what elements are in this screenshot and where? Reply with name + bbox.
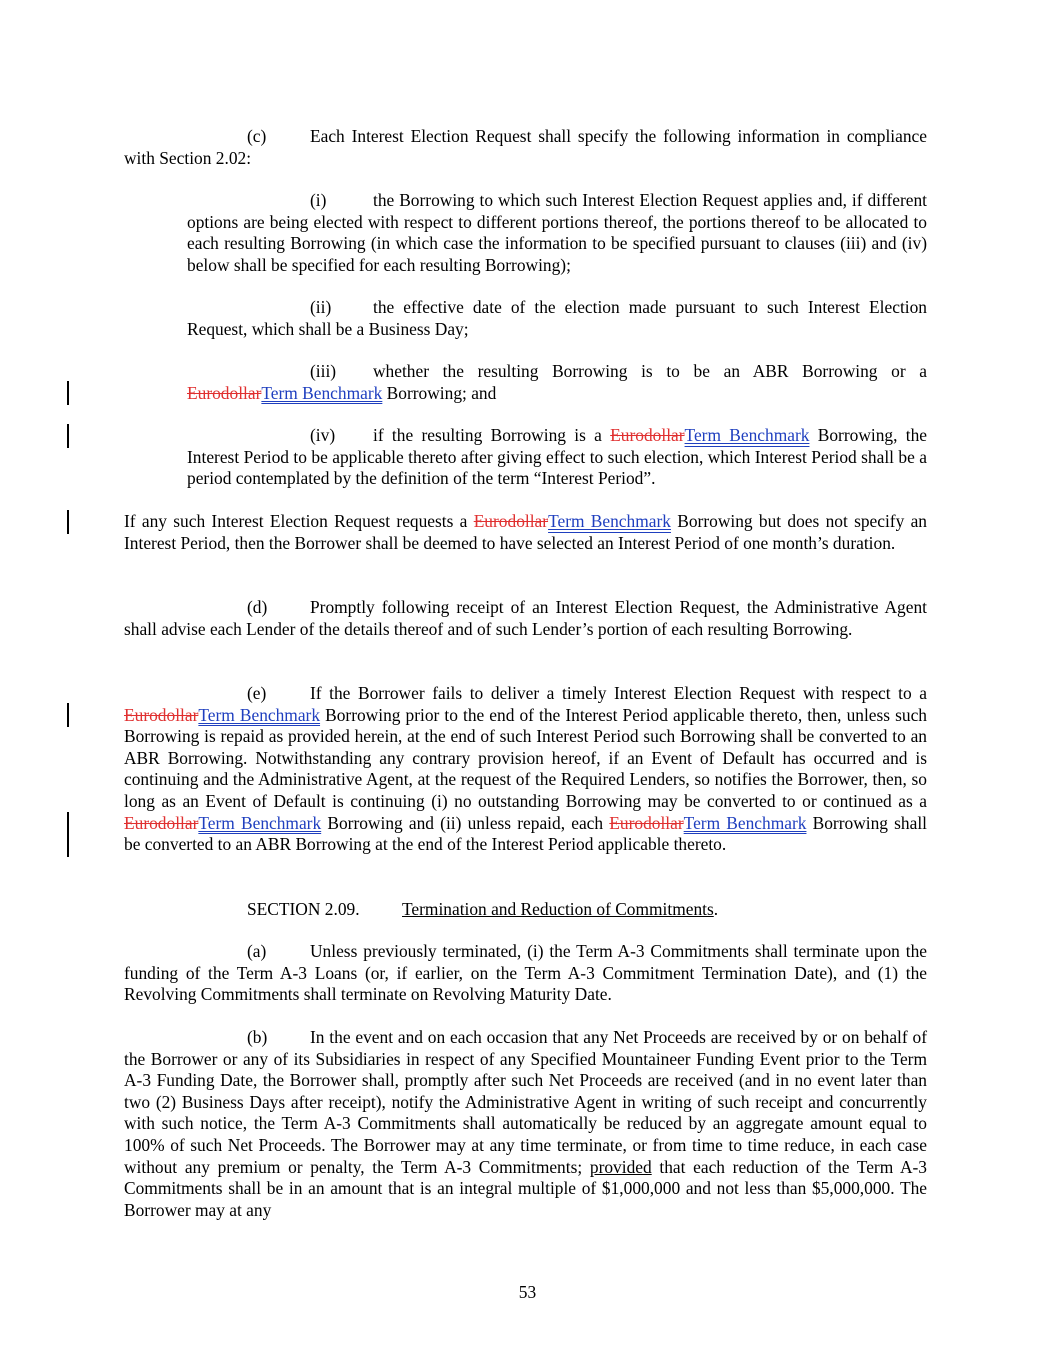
page-number: 53 <box>518 1282 537 1302</box>
clause-text: Borrowing; and <box>382 382 497 403</box>
inserted-text: Term Benchmark <box>198 704 321 725</box>
paragraph-text: Borrowing shall be converted to an ABR Borrowing at the end of the Interest Period applicable thereto. <box>124 812 928 855</box>
change-bar <box>67 510 69 534</box>
clause-iv <box>187 425 927 490</box>
paragraph-c <box>124 126 927 169</box>
section-number: SECTION 2.09. <box>247 899 360 919</box>
section-heading <box>124 899 927 921</box>
clause-ii <box>187 297 927 340</box>
clause-label: (i) <box>310 190 327 210</box>
change-bar <box>67 703 69 727</box>
paragraph-b <box>124 1027 927 1221</box>
clause-text: the effective date of the election made pursuant to such Interest Election Request, which shall be a Business Day; <box>187 297 927 339</box>
inserted-text: Term Benchmark <box>548 511 671 531</box>
paragraph-text: If the Borrower fails to deliver a timely Interest Election Request with respect to a <box>310 683 927 703</box>
clause-label: (iv) <box>310 425 336 445</box>
deleted-text: Eurodollar <box>124 704 199 725</box>
clause-label: (ii) <box>310 297 332 317</box>
paragraph-label: (c) <box>247 126 267 146</box>
paragraph-if-any <box>124 511 927 554</box>
paragraph-text: Each Interest Election Request shall specify the following information in compliance with Section 2.02: <box>124 126 927 168</box>
inserted-text: Term Benchmark <box>683 812 807 833</box>
change-bar <box>67 812 69 857</box>
paragraph-text: Borrowing and (ii) unless repaid, each <box>321 812 610 833</box>
change-bar <box>67 424 69 448</box>
change-bar <box>67 381 69 405</box>
paragraph-text: Borrowing but does not specify an Interest Period, then the Borrower shall be deemed to have selected an Interest Period of one month’s duration. <box>124 511 927 553</box>
deleted-text: Eurodollar <box>610 425 685 445</box>
clause-text: whether the resulting Borrowing is to be an ABR Borrowing or a <box>373 361 927 381</box>
deleted-text: Eurodollar <box>124 812 199 833</box>
clause-text: Borrowing, the Interest Period to be applicable thereto after giving effect to such election, which Interest Period shall be a period contemplated by the definition of the term “Interest Period”. <box>187 425 927 489</box>
paragraph-label: (b) <box>247 1027 268 1047</box>
paragraph-text: Borrowing prior to the end of the Interest Period applicable thereto, then, unless such Borrowing is repaid as provided herein, at the end of such Interest Period such Borrowing shall be converted to an ABR Borrowing. Notwithstanding any contrary provision hereof, if an Event of Default has occurred and is continuing and the Administrative Agent, at the request of the Required Lenders, so notifies the Borrower, then, so long as an Event of Default is continuing (i) no outstanding Borrowing may be converted to or continued as a <box>124 704 928 811</box>
deleted-text: Eurodollar <box>609 812 684 833</box>
clause-iii <box>187 361 927 404</box>
inserted-text: Term Benchmark <box>198 812 322 833</box>
paragraph-text: Unless previously terminated, (i) the Term A-3 Commitments shall terminate upon the funding of the Term A-3 Loans (or, if earlier, on the Term A-3 Commitment Termination Date), and (1) the Revolving Commitments shall terminate on Revolving Maturity Date. <box>124 941 927 1005</box>
paragraph-text: Promptly following receipt of an Interest Election Request, the Administrative Agent shall advise each Lender of the details thereof and of such Lender’s portion of each resulting Borrowing. <box>124 597 927 639</box>
clause-text: the Borrowing to which such Interest Election Request applies and, if different options are being elected with respect to different portions thereof, the portions thereof to be allocated to each resulting Borrowing (in which case the information to be specified pursuant to clauses (iii) and (iv) below shall be specified for each resulting Borrowing); <box>187 190 927 275</box>
paragraph-e <box>124 683 927 856</box>
paragraph-d <box>124 597 927 640</box>
paragraph-text: In the event and on each occasion that any Net Proceeds are received by or on behalf of the Borrower or any of its Subsidiaries in respect of any Specified Mountaineer Funding Event prior to the Term A-3 Funding Date, the Borrower shall, promptly after such Net Proceeds are received (and in no event later than two (2) Business Days after receipt), notify the Administrative Agent in writing of such receipt and concurrently with such notice, the Term A-3 Commitments shall automatically be reduced by an aggregate amount equal to 100% of such Net Proceeds. The Borrower may at any time terminate, or from time to time reduce, in each case without any premium or penalty, the Term A-3 Commitments; <box>124 1027 927 1177</box>
paragraph-label: (e) <box>247 683 267 703</box>
clause-text: if the resulting Borrowing is a <box>373 425 611 445</box>
deleted-text: Eurodollar <box>187 382 262 403</box>
section-title: Termination and Reduction of Commitments <box>402 899 714 919</box>
paragraph-label: (d) <box>247 597 268 617</box>
clause-i <box>187 190 927 276</box>
paragraph-a <box>124 941 927 1006</box>
inserted-text: Term Benchmark <box>261 382 383 403</box>
paragraph-text: that each reduction of the Term A-3 Commitments shall be in an amount that is an integral multiple of $1,000,000 and not less than $5,000,000. The Borrower may at any <box>124 1156 927 1220</box>
clause-label: (iii) <box>310 361 337 381</box>
deleted-text: Eurodollar <box>473 511 549 531</box>
inserted-text: Term Benchmark <box>684 425 810 445</box>
paragraph-text: If any such Interest Election Request requests a <box>124 511 474 531</box>
provided-term: provided <box>589 1156 652 1177</box>
section-title-period: . <box>713 899 719 919</box>
paragraph-label: (a) <box>247 941 267 961</box>
